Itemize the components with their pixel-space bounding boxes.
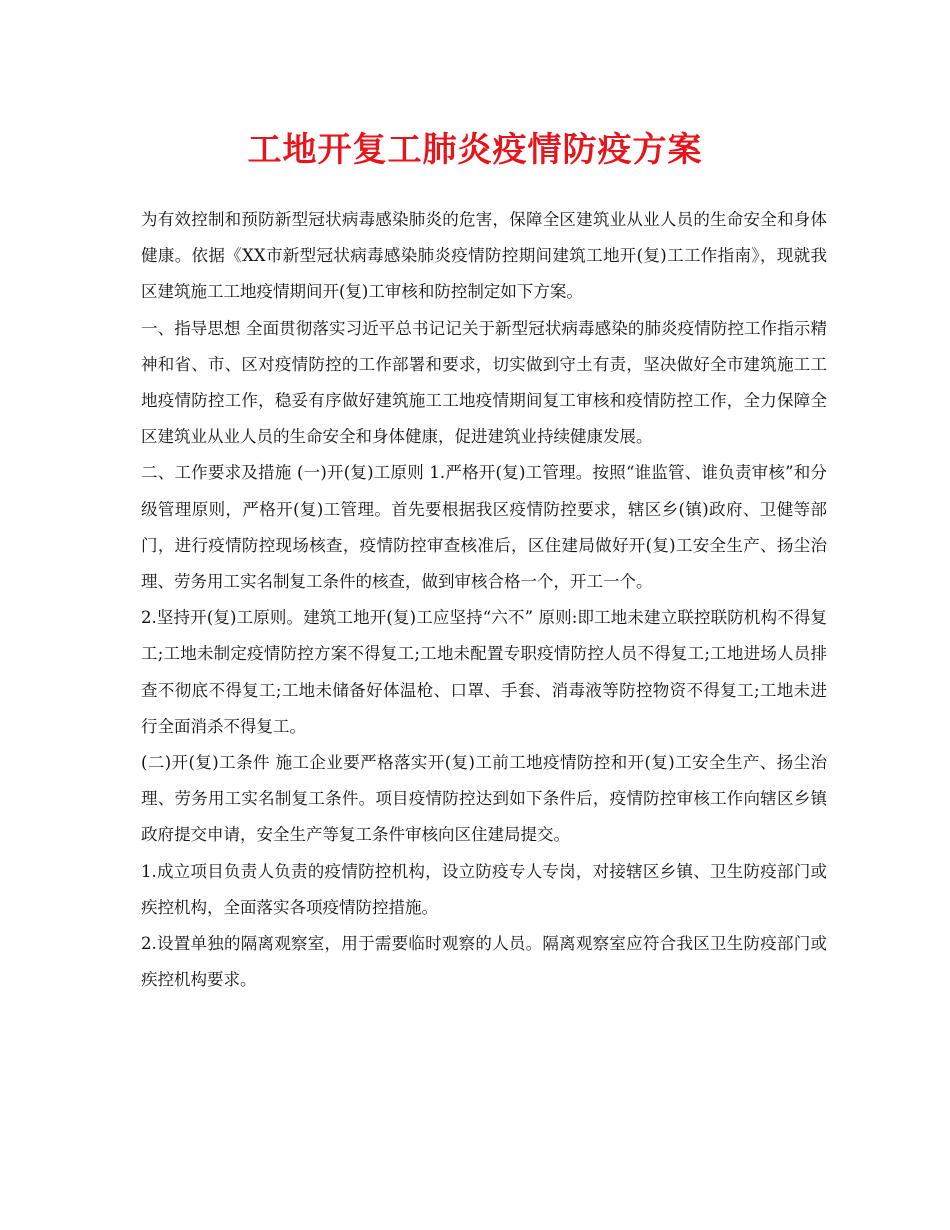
- document-title: 工地开复工肺炎疫情防疫方案: [247, 130, 703, 170]
- paragraph-guiding-ideology: 一、指导思想 全面贯彻落实习近平总书记记关于新型冠状病毒感染的肺炎疫情防控工作指示精神和省、市、区对疫情防控的工作部署和要求，切实做到守土有责，坚决做好全市建筑施工工地疫情防控工作，稳妥有序做好建筑施工工地疫情期间复工审核和疫情防控工作，全力保障全区建筑业从业人员的生命安全和身体健康，促进建筑业持续健康发展。: [141, 318, 827, 447]
- paragraph-condition-1: 1.成立项目负责人负责的疫情防控机构，设立防疫专人专岗，对接辖区乡镇、卫生防疫部门或疾控机构，全面落实各项疫情防控措施。: [141, 861, 827, 917]
- paragraph-reopening-principles: 2.坚持开(复)工原则。建筑工地开(复)工应坚持“六不” 原则:即工地未建立联控联防机构不得复工;工地未制定疫情防控方案不得复工;工地未配置专职疫情防控人员不得复工;工地进场人员排查不彻底不得复工;工地未储备好体温枪、口罩、手套、消毒液等防控物资不得复工;工地未进行全面消杀不得复工。: [141, 608, 827, 736]
- paragraph-reopening-conditions: (二)开(复)工条件 施工企业要严格落实开(复)工前工地疫情防控和开(复)工安全生产、扬尘治理、劳务用工实名制复工条件。项目疫情防控达到如下条件后，疫情防控审核工作向辖区乡镇政府提交申请，安全生产等复工条件审核向区住建局提交。: [141, 753, 827, 845]
- paragraph-work-requirements: 二、工作要求及措施 (一)开(复)工原则 1.严格开(复)工管理。按照“谁监管、谁负责审核”和分级管理原则，严格开(复)工管理。首先要根据我区疫情防控要求，辖区乡(镇)政府、卫健等部门，进行疫情防控现场核查，疫情防控审查核准后，区住建局做好开(复)工安全生产、扬尘治理、劳务用工实名制复工条件的核查，做到审核合格一个，开工一个。: [141, 463, 827, 592]
- document-body: [141, 202, 827, 998]
- paragraph-condition-2: 2.设置单独的隔离观察室，用于需要临时观察的人员。隔离观察室应符合我区卫生防疫部门或疾控机构要求。: [141, 934, 827, 990]
- paragraph-intro: 为有效控制和预防新型冠状病毒感染肺炎的危害，保障全区建筑业从业人员的生命安全和身体健康。依据《XX市新型冠状病毒感染肺炎疫情防控期间建筑工地开(复)工工作指南》，现就我区建筑施工工地疫情期间开(复)工审核和防控制定如下方案。: [141, 210, 827, 302]
